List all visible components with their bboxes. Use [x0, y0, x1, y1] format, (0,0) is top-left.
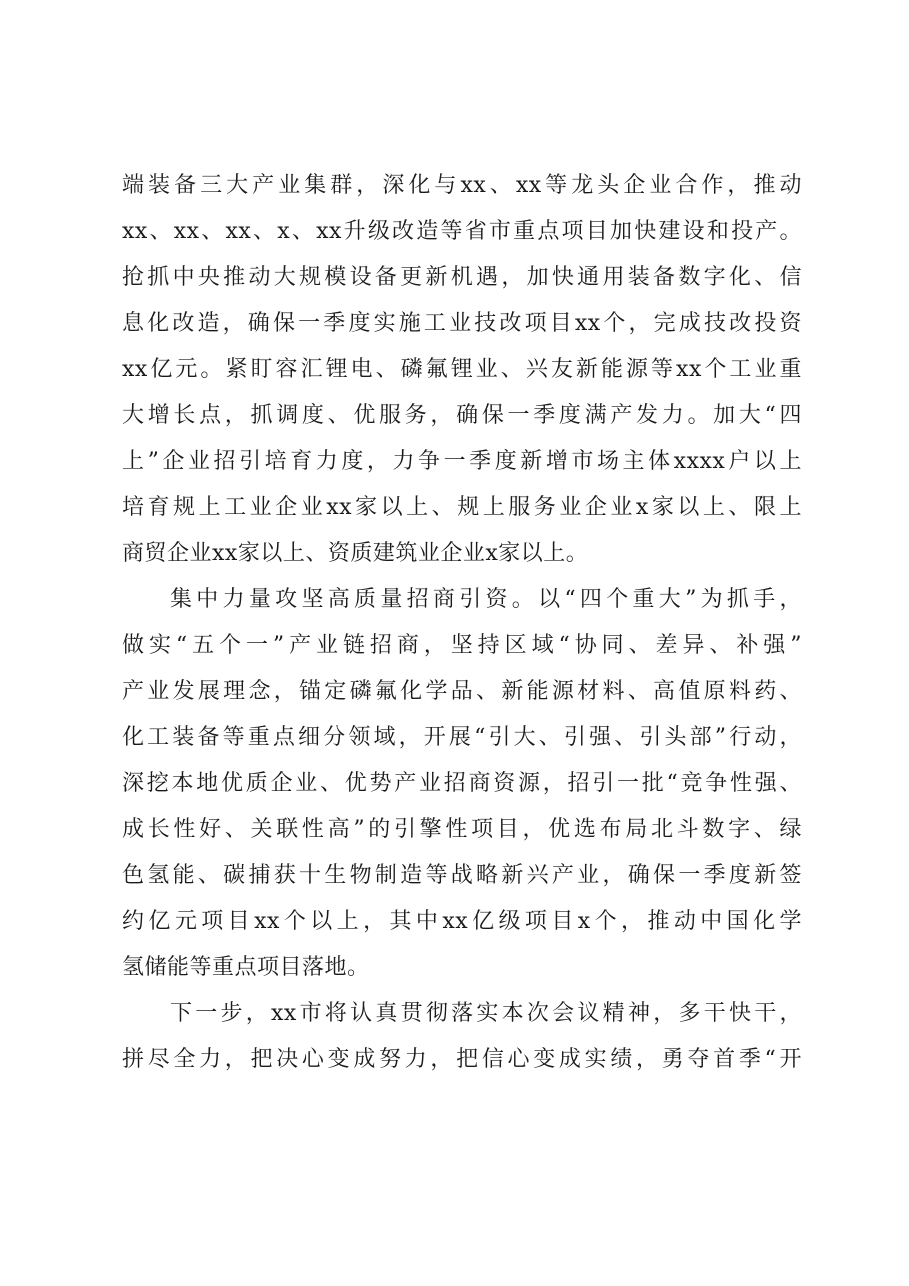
text-line: 商贸企业xx家以上、资质建筑业企业x家以上。 — [122, 541, 589, 566]
text-line: 化工装备等重点细分领域，开展“引大、引强、引头部”行动， — [122, 725, 802, 750]
paragraph-2 — [122, 577, 802, 991]
text-line: 集中力量攻坚高质量招商引资。以“四个重大”为抓手， — [170, 587, 802, 612]
text-line: 做实“五个一”产业链招商，坚持区域“协同、差异、补强” — [122, 633, 802, 658]
body-text — [122, 163, 802, 1083]
text-line: 深挖本地优质企业、优势产业招商资源，招引一批“竞争性强、 — [122, 771, 802, 796]
paragraph-3 — [122, 991, 802, 1083]
text-line: 下一步，xx市将认真贯彻落实本次会议精神，多干快干， — [170, 1001, 802, 1026]
text-line: 端装备三大产业集群，深化与xx、xx等龙头企业合作，推动 — [122, 173, 802, 198]
text-line: 氢储能等重点项目落地。 — [122, 955, 370, 980]
text-line: 约亿元项目xx个以上，其中xx亿级项目x个，推动中国化学 — [122, 909, 802, 934]
text-line: xx亿元。紧盯容汇锂电、磷氟锂业、兴友新能源等xx个工业重 — [122, 357, 802, 382]
text-line: 拼尽全力，把决心变成努力，把信心变成实绩，勇夺首季“开 — [122, 1047, 802, 1072]
text-line: 息化改造，确保一季度实施工业技改项目xx个，完成技改投资 — [122, 311, 802, 336]
text-line: 大增长点，抓调度、优服务，确保一季度满产发力。加大“四 — [122, 403, 802, 428]
text-line: 培育规上工业企业xx家以上、规上服务业企业x家以上、限上 — [122, 495, 802, 520]
text-line: 上”企业招引培育力度，力争一季度新增市场主体xxxx户以上 — [122, 449, 802, 474]
text-line: 成长性好、关联性高”的引擎性项目，优选布局北斗数字、绿 — [122, 817, 802, 842]
text-line: 抢抓中央推动大规模设备更新机遇，加快通用装备数字化、信 — [122, 265, 802, 290]
text-line: 产业发展理念，锚定磷氟化学品、新能源材料、高值原料药、 — [122, 679, 802, 704]
paragraph-1 — [122, 163, 802, 577]
text-line: xx、xx、xx、x、xx升级改造等省市重点项目加快建设和投产。 — [122, 219, 802, 244]
text-line: 色氢能、碳捕获十生物制造等战略新兴产业，确保一季度新签 — [122, 863, 802, 888]
